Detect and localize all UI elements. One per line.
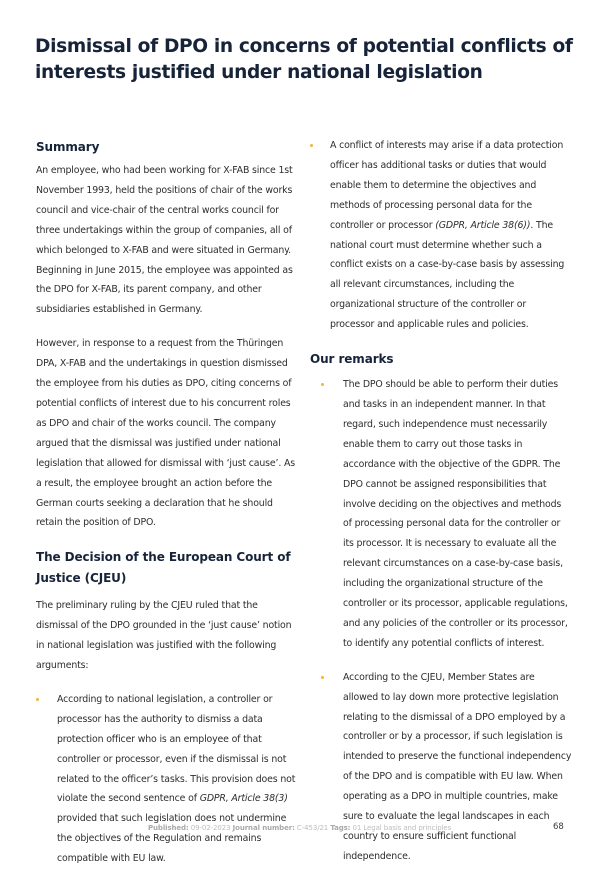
summary-heading: Summary xyxy=(36,140,100,154)
bullet-dot-icon xyxy=(321,383,324,386)
bullet-text: provided that such legislation does not undermine the objectives of the Regulation and remains compatible with EU law. xyxy=(57,813,287,865)
bullet-text: . The national court must determine whether such a conflict exists on a case-by-case basis by assessing all relevant circumstances, including the organizational structure of the controller or processor and applicable rules and policies. xyxy=(330,219,565,331)
gdpr-citation: GDPR, Article 38(3) xyxy=(199,793,288,805)
bullet-dot-icon xyxy=(321,676,324,679)
remarks-section xyxy=(310,352,572,867)
left-column xyxy=(36,136,298,869)
bullet-text: A conflict of interests may arise if a data protection officer has additional tasks or duties that would enable them to determine the objectives and methods of processing personal data for the controller or processor xyxy=(330,140,564,231)
right-column xyxy=(310,136,572,867)
published-label: Published: xyxy=(148,824,189,832)
bullet-text: According to the CJEU, Member States are allowed to lay down more protective legislation relating to the dismissal of a DPO employed by a controller or by a processor, if such legislation is intended to preserve the functional independency of the DPO and is compatible with EU law. When operating as a DPO in multiple countries, make sure to evaluate the legal landscapes in each country to ensure sufficient functional independence. xyxy=(343,671,572,862)
gdpr-citation: (GDPR, Article 38(6)) xyxy=(435,219,531,231)
page-title: Dismissal of DPO in concerns of potential conflicts of interests justified under national legislation xyxy=(35,36,573,83)
bullet-text: The DPO should be able to perform their duties and tasks in an independent manner. In that regard, such independence must necessarily enable them to carry out those tasks in accordance with the objective of the GDPR. The DPO cannot be assigned responsibilities that involve deciding on the objectives and methods of processing personal data for the controller or its processor. It is necessary to evaluate all the relevant circumstances on a case-by-case basis, including the organizational structure of the controller or its processor, applicable regulations, and any policies of the controller or its processor, to identify any potential conflicts of interest. xyxy=(343,379,568,649)
decision-section xyxy=(36,547,298,869)
tags-label: Tags: xyxy=(330,824,351,832)
page-footer xyxy=(148,824,451,832)
tags-link[interactable]: 01 Legal basis and principles xyxy=(352,824,452,832)
remarks-bullet-list xyxy=(310,375,572,867)
remarks-bullet-item xyxy=(310,375,572,654)
bullet-text: According to national legislation, a controller or processor has the authority to dismiss a data protection officer who is an employee of that controller or processor, even if the dismissal is not related to the officer’s tasks. This provision does not violate the second sentence of xyxy=(57,693,296,805)
bullet-dot-icon xyxy=(310,144,313,147)
decision-bullet-item xyxy=(36,690,298,869)
bullet-dot-icon xyxy=(36,698,39,701)
decision-intro: The preliminary ruling by the CJEU ruled that the dismissal of the DPO grounded in the ‘just cause’ notion in national legislation was justified with the following arguments: xyxy=(36,600,292,672)
decision-bullet-list xyxy=(36,690,298,869)
decision-bullet-list-continued xyxy=(310,136,572,335)
remarks-bullet-item xyxy=(310,668,572,867)
summary-section xyxy=(36,140,298,533)
remarks-heading: Our remarks xyxy=(310,352,394,367)
journal-label: Journal number: xyxy=(232,824,295,832)
summary-paragraph-2: However, in response to a request from the Thüringen DPA, X-FAB and the undertakings in question dismissed the employee from his duties as DPO, citing concerns of potential conflicts of interest due to his concurrent roles as DPO and chair of the works council. The company argued that the dismissal was justified under national legislation that allowed for dismissal with ‘just cause’. As a result, the employee brought an action before the German courts seeking a declaration that he should retain the position of DPO. xyxy=(36,338,295,529)
journal-number: C-453/21 xyxy=(296,824,329,832)
summary-paragraph-1: An employee, who had been working for X-FAB since 1st November 1993, held the positions of chair of the works council and vice-chair of the central works council for three undertakings within the group of companies, all of which belonged to X-FAB and were situated in Germany. Beginning in June 2015, the employee was appointed as the DPO for X-FAB, its parent company, and other subsidiaries established in Germany. xyxy=(36,165,293,316)
decision-heading: The Decision of the European Court of Justice (CJEU) xyxy=(36,550,291,586)
page-number: 68 xyxy=(553,822,564,832)
decision-bullet-item xyxy=(310,136,572,335)
published-date: 09-02-2023 xyxy=(190,824,231,832)
